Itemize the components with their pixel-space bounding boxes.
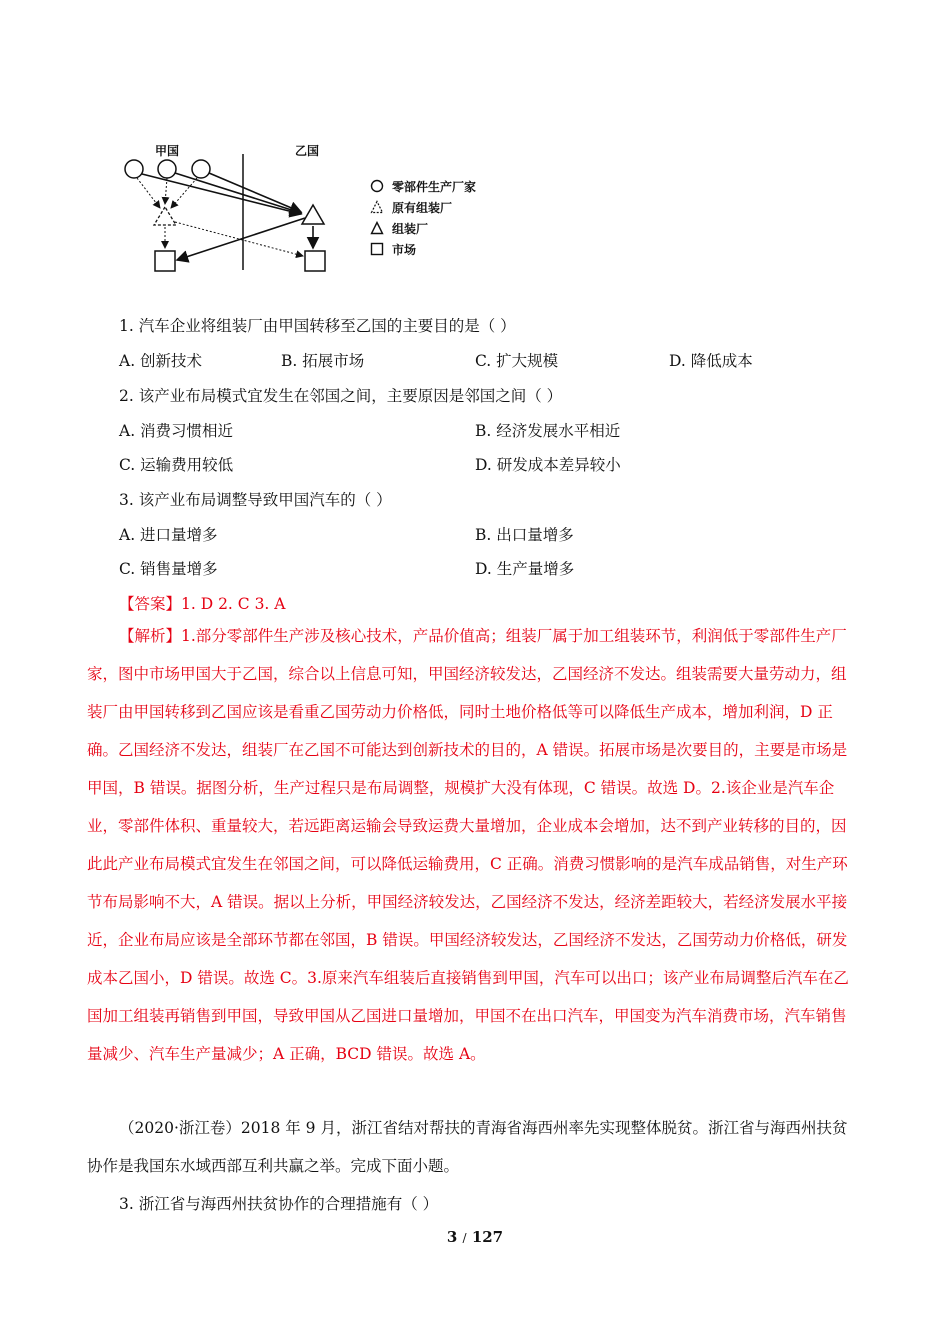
legend-item-assembly: 组装厂 [370, 218, 428, 238]
next-question-stem: 3. 浙江省与海西州扶贫协作的合理措施有（ ） [119, 1195, 439, 1213]
assembly-plant [302, 205, 324, 224]
parts-factory-1 [125, 160, 143, 178]
analysis-paragraph: 【解析】1.部分零部件生产涉及核心技术，产品价值高；组装厂属于加工组装环节，利润低于零部件生产厂家，图中市场甲国大于乙国，综合以上信息可知，甲国经济较发达，乙国经济不发达。组装需要大量劳动力，组装厂由甲国转移到乙国应该是看重乙国劳动力价格低，同时土地价格低等可以降低生产成本，增加利润，D 正确。乙国经济不发达，组装厂在乙国不可能达到创新技术的目的，A 错误。拓展市场是次要目的，主要是市场是甲国，B 错误。据图分析，生产过程只是布局调整，规模扩大没有体现，C 错误。故选 D。2.该企业是汽车企业，零部件体积、重量较大，若远距离运输会导致运费大量增加，企业成本会增加，达不到产业转移的目的，因此此产业布局模式宜发生在邻国之间，可以降低运输费用，C 正确。消费习惯影响的是汽车成品销售，对生产环节布局影响不大，A 错误。据以上分析，甲国经济较发达，乙国经济不发达，经济差距较大，若经济发展水平接近，企业布局应该是全部环节都在邻国，B 错误。甲国经济较发达，乙国经济不发达，乙国劳动力价格低，研发成本乙国小，D 错误。故选 C。3.原来汽车组装后直接销售到甲国，汽车可以出口；该产业布局调整后汽车在乙国加工组装再销售到甲国，导致甲国从乙国进口量增加，甲国不在出口汽车，甲国变为汽车消费市场，汽车销售量减少、汽车生产量减少；A 正确，BCD 错误。故选 A。 [87, 627, 849, 1063]
question-3-option-d: D. 生产量增多 [475, 560, 575, 578]
circle-icon [370, 179, 384, 193]
question-1-option-c: C. 扩大规模 [475, 352, 559, 370]
original-assembly-plant [154, 207, 176, 225]
next-intro-paragraph: （2020·浙江卷）2018 年 9 月，浙江省结对帮扶的青海省海西州率先实现整体脱贫。浙江省与海西州扶贫协作是我国东水域西部互利共赢之举。完成下面小题。 [87, 1119, 848, 1175]
page-total: 127 [471, 1228, 504, 1246]
market-a [155, 251, 175, 271]
question-3-option-a: A. 进口量增多 [119, 526, 218, 544]
question-2-option-d: D. 研发成本差异较小 [475, 456, 621, 474]
question-2-option-a: A. 消费习惯相近 [119, 422, 234, 440]
square-icon [370, 242, 384, 256]
question-3-option-c: C. 销售量增多 [119, 560, 218, 578]
question-1-option-a: A. 创新技术 [119, 352, 203, 370]
question-2-option-b: B. 经济发展水平相近 [475, 422, 621, 440]
parts-factory-2 [158, 160, 176, 178]
page-current: 3 [446, 1228, 458, 1246]
legend-item-market: 市场 [370, 239, 416, 259]
page-separator: / [462, 1231, 467, 1245]
question-1-option-d: D. 降低成本 [669, 352, 753, 370]
country-a-label: 甲国 [155, 144, 180, 158]
question-1-option-b: B. 拓展市场 [281, 352, 365, 370]
page-number [0, 1228, 950, 1246]
dashed-triangle-icon [370, 200, 384, 214]
question-3-option-b: B. 出口量增多 [475, 526, 574, 544]
legend-item-original-assembly: 原有组装厂 [370, 197, 452, 217]
question-2-option-c: C. 运输费用较低 [119, 456, 234, 474]
question-2-stem: 2. 该产业布局模式宜发生在邻国之间，主要原因是邻国之间（ ） [119, 387, 563, 405]
triangle-icon [370, 221, 384, 235]
parts-factory-3 [192, 160, 210, 178]
legend-item-parts: 零部件生产厂家 [370, 176, 476, 196]
answer-line: 【答案】1. D 2. C 3. A [119, 595, 286, 613]
question-1-stem: 1. 汽车企业将组装厂由甲国转移至乙国的主要目的是（ ） [119, 317, 516, 335]
country-b-label: 乙国 [295, 144, 320, 158]
diagram-legend [370, 176, 510, 266]
question-3-stem: 3. 该产业布局调整导致甲国汽车的（ ） [119, 491, 392, 509]
market-b [305, 251, 325, 271]
